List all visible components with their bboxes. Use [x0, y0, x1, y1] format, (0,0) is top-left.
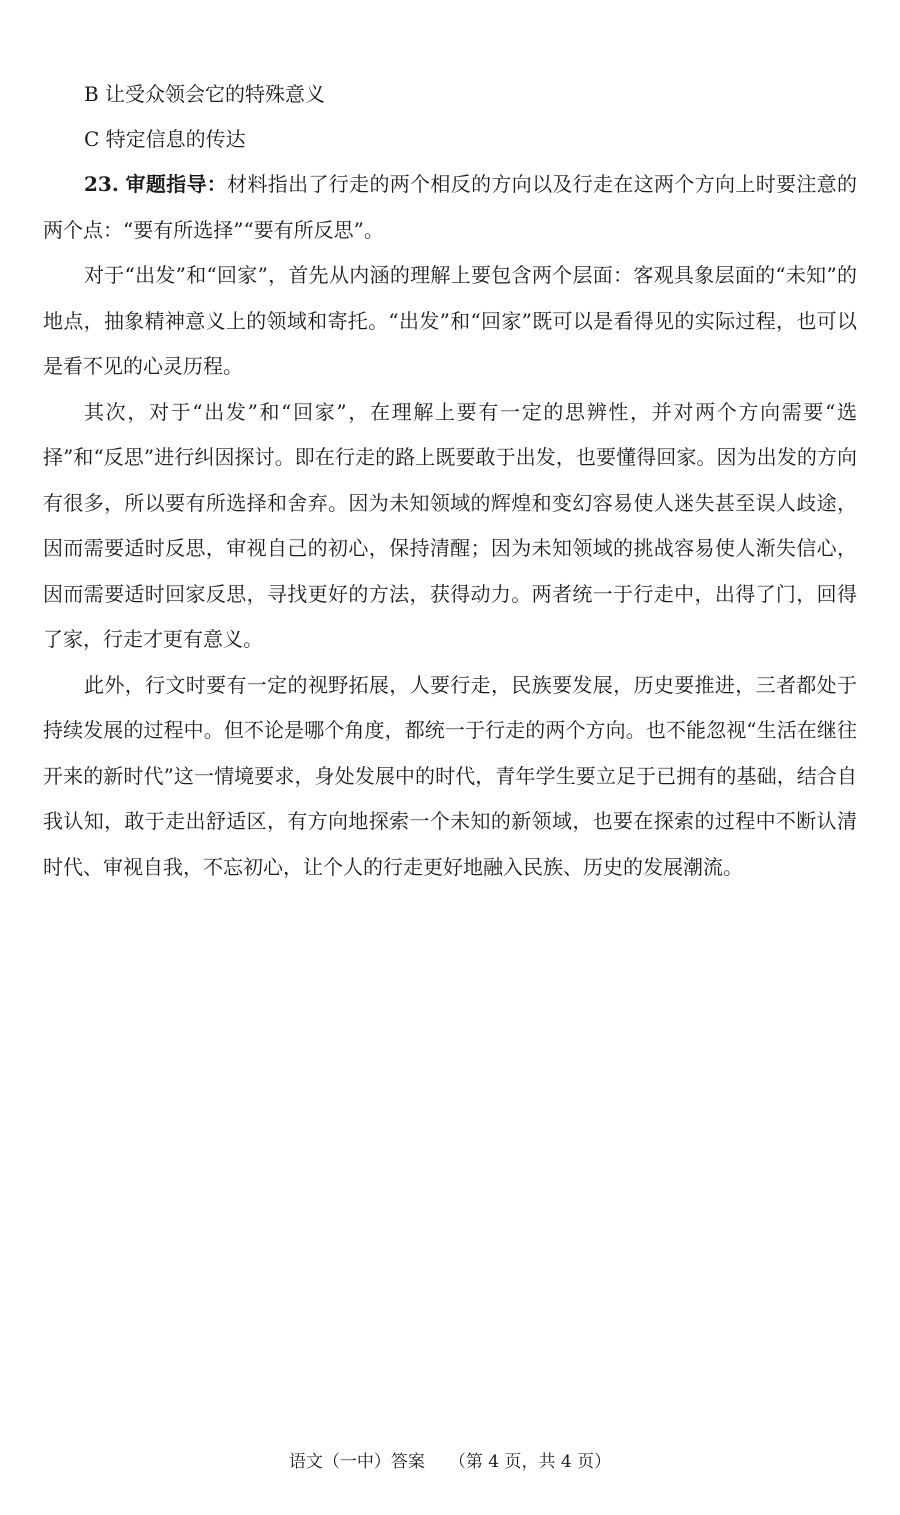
- paragraph-1: 对于“出发”和“回家”，首先从内涵的理解上要包含两个层面：客观具象层面的“未知”的地点，抽象精神意义上的领域和寄托。“出发”和“回家”既可以是看得见的实际过程，也可以是看不见的心灵历程。: [43, 263, 857, 378]
- paragraph-2: 其次，对于“出发”和“回家”，在理解上要有一定的思辨性，并对两个方向需要“选择”和“反思”进行纠因探讨。即在行走的路上既要敢于出发，也要懂得回家。因为出发的方向有很多，所以要有所选择和舍弃。因为未知领域的辉煌和变幻容易使人迷失甚至误人歧途，因而需要适时反思，审视自己的初心，保持清醒；因为未知领域的挑战容易使人渐失信心，因而需要适时回家反思，寻找更好的方法，获得动力。两者统一于行走中，出得了门，回得了家，行走才更有意义。: [43, 399, 857, 651]
- paragraph-3: 此外，行文时要有一定的视野拓展，人要行走，民族要发展，历史要推进，三者都处于持续发展的过程中。但不论是哪个角度，都统一于行走的两个方向。也不能忽视“生活在继往开来的新时代”这一情境要求，身处发展中的时代，青年学生要立足于已拥有的基础，结合自我认知，敢于走出舒适区，有方向地探索一个未知的新领域，也要在探索的过程中不断认清时代、审视自我，不忘初心，让个人的行走更好地融入民族、历史的发展潮流。: [43, 672, 857, 879]
- guide-label: 审题指导：: [125, 172, 228, 196]
- page-footer: [0, 1450, 900, 1474]
- question-number: 23.: [84, 172, 119, 196]
- question-23-intro: [43, 162, 857, 253]
- option-b: B 让受众领会它的特殊意义: [84, 82, 326, 106]
- footer-subject: 语文（一中）答案: [288, 1452, 425, 1472]
- answer-content: [43, 72, 857, 890]
- option-c: C 特定信息的传达: [84, 127, 246, 151]
- intro-text: 材料指出了行走的两个相反的方向以及行走在这两个方向上时要注意的两个点：“要有所选择”“要有所反思”。: [43, 172, 858, 242]
- footer-page-info: （第 4 页，共 4 页）: [448, 1452, 612, 1472]
